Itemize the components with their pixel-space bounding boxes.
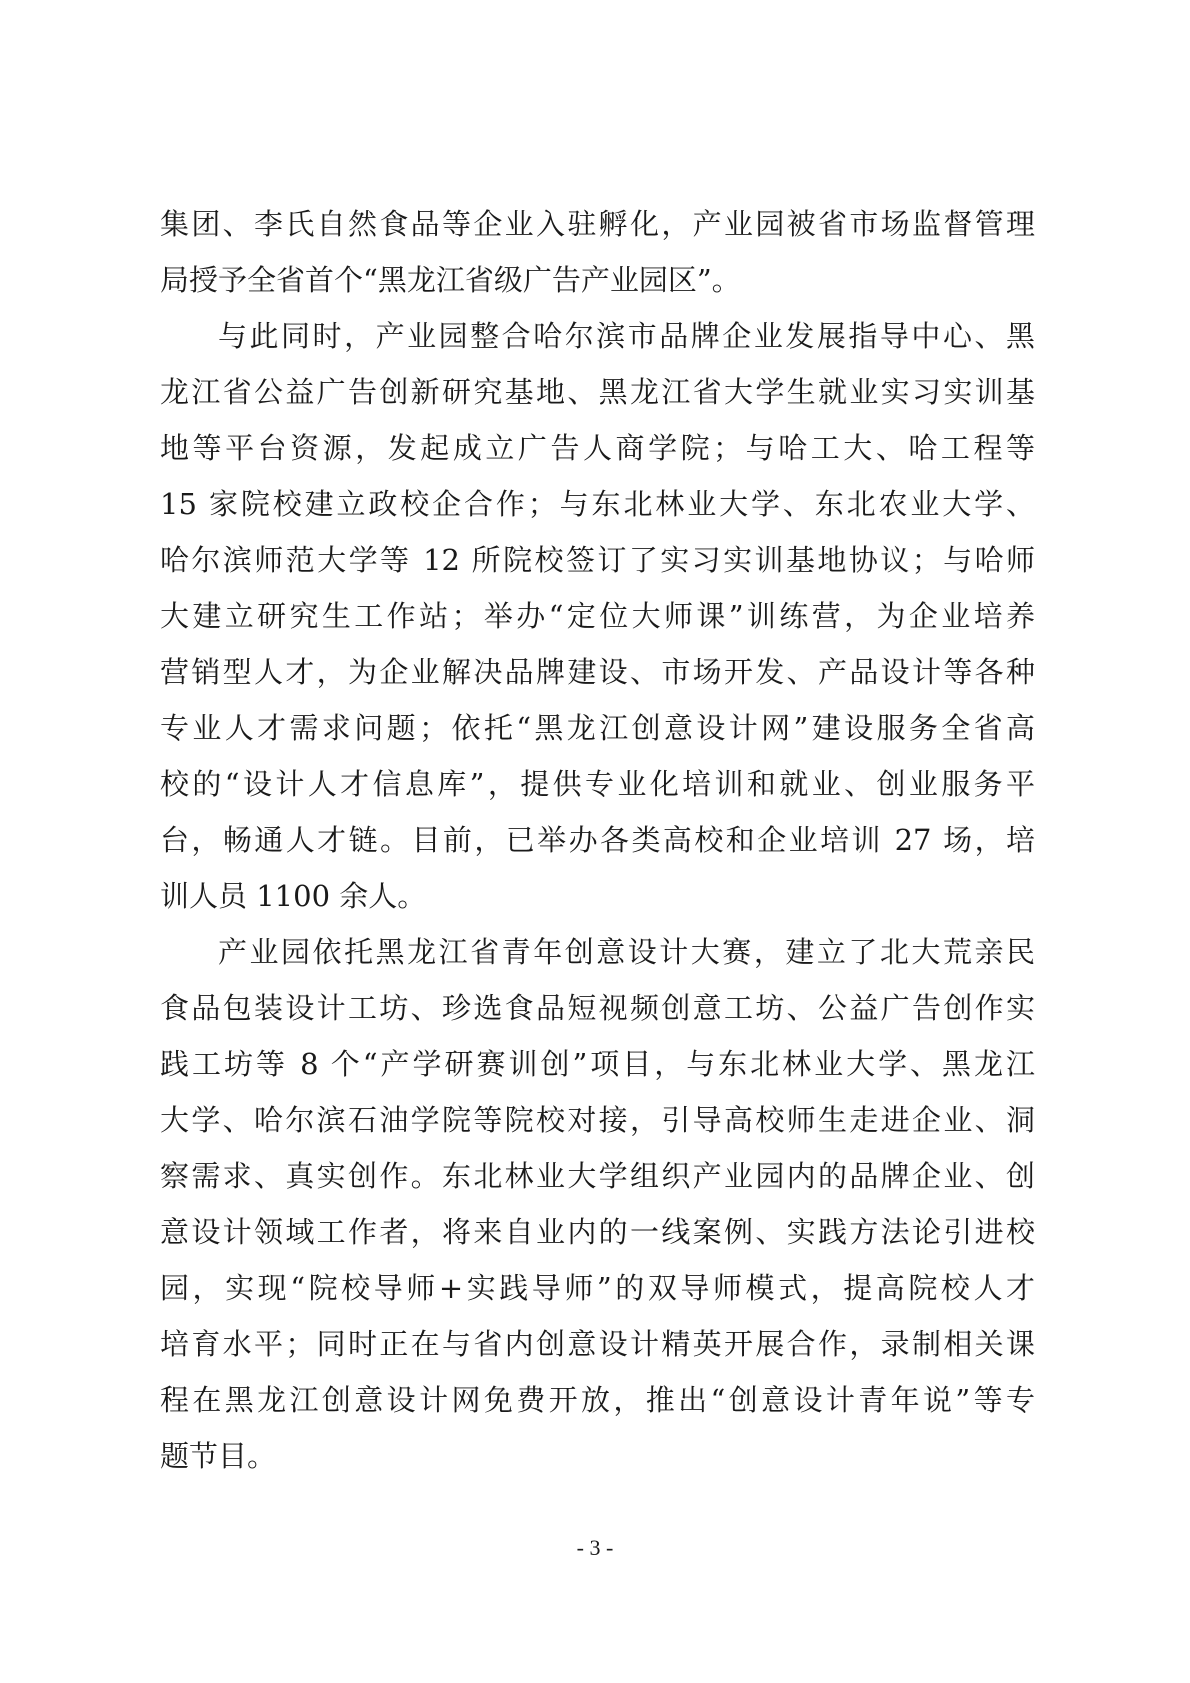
paragraph-3-line-7: 园，实现“院校导师+实践导师”的双导师模式，提高院校人才 [160, 1271, 1035, 1305]
paragraph-2-line-3: 地等平台资源，发起成立广告人商学院；与哈工大、哈工程等 [160, 431, 1035, 465]
paragraph-2-line-2: 龙江省公益广告创新研究基地、黑龙江省大学生就业实习实训基 [160, 375, 1035, 409]
paragraph-3-line-3: 践工坊等 8 个“产学研赛训创”项目，与东北林业大学、黑龙江 [160, 1047, 1035, 1081]
paragraph-3-line-4: 大学、哈尔滨石油学院等院校对接，引导高校师生走进企业、洞 [160, 1103, 1035, 1137]
paragraph-2-line-11: 训人员 1100 余人。 [160, 879, 427, 913]
paragraph-3-line-2: 食品包装设计工坊、珍选食品短视频创意工坊、公益广告创作实 [160, 991, 1035, 1025]
body-text [160, 196, 1035, 1484]
paragraph-1-line-1: 集团、李氏自然食品等企业入驻孵化，产业园被省市场监督管理 [160, 207, 1035, 241]
paragraph-2-line-8: 专业人才需求问题；依托“黑龙江创意设计网”建设服务全省高 [160, 711, 1035, 745]
paragraph-2-line-9: 校的“设计人才信息库”，提供专业化培训和就业、创业服务平 [160, 767, 1035, 801]
page-number: - 3 - [576, 1535, 614, 1560]
paragraph-3-line-10: 题节目。 [160, 1439, 277, 1473]
paragraph-3-line-6: 意设计领域工作者，将来自业内的一线案例、实践方法论引进校 [160, 1215, 1035, 1249]
paragraph-3-line-5: 察需求、真实创作。东北林业大学组织产业园内的品牌企业、创 [160, 1159, 1035, 1193]
paragraph-2-line-1: 与此同时，产业园整合哈尔滨市品牌企业发展指导中心、黑 [218, 319, 1035, 353]
paragraph-2-line-10: 台，畅通人才链。目前，已举办各类高校和企业培训 27 场，培 [160, 823, 1035, 857]
paragraph-3-line-8: 培育水平；同时正在与省内创意设计精英开展合作，录制相关课 [160, 1327, 1035, 1361]
paragraph-2-line-4: 15 家院校建立政校企合作；与东北林业大学、东北农业大学、 [160, 487, 1035, 521]
paragraph-2-line-5: 哈尔滨师范大学等 12 所院校签订了实习实训基地协议；与哈师 [160, 543, 1035, 577]
paragraph-3-line-1: 产业园依托黑龙江省青年创意设计大赛，建立了北大荒亲民 [218, 935, 1035, 969]
paragraph-2-line-6: 大建立研究生工作站；举办“定位大师课”训练营，为企业培养 [160, 599, 1035, 633]
paragraph-1-line-2: 局授予全省首个“黑龙江省级广告产业园区”。 [160, 263, 741, 297]
paragraph-3-line-9: 程在黑龙江创意设计网免费开放，推出“创意设计青年说”等专 [160, 1383, 1035, 1417]
paragraph-2-line-7: 营销型人才，为企业解决品牌建设、市场开发、产品设计等各种 [160, 655, 1035, 689]
